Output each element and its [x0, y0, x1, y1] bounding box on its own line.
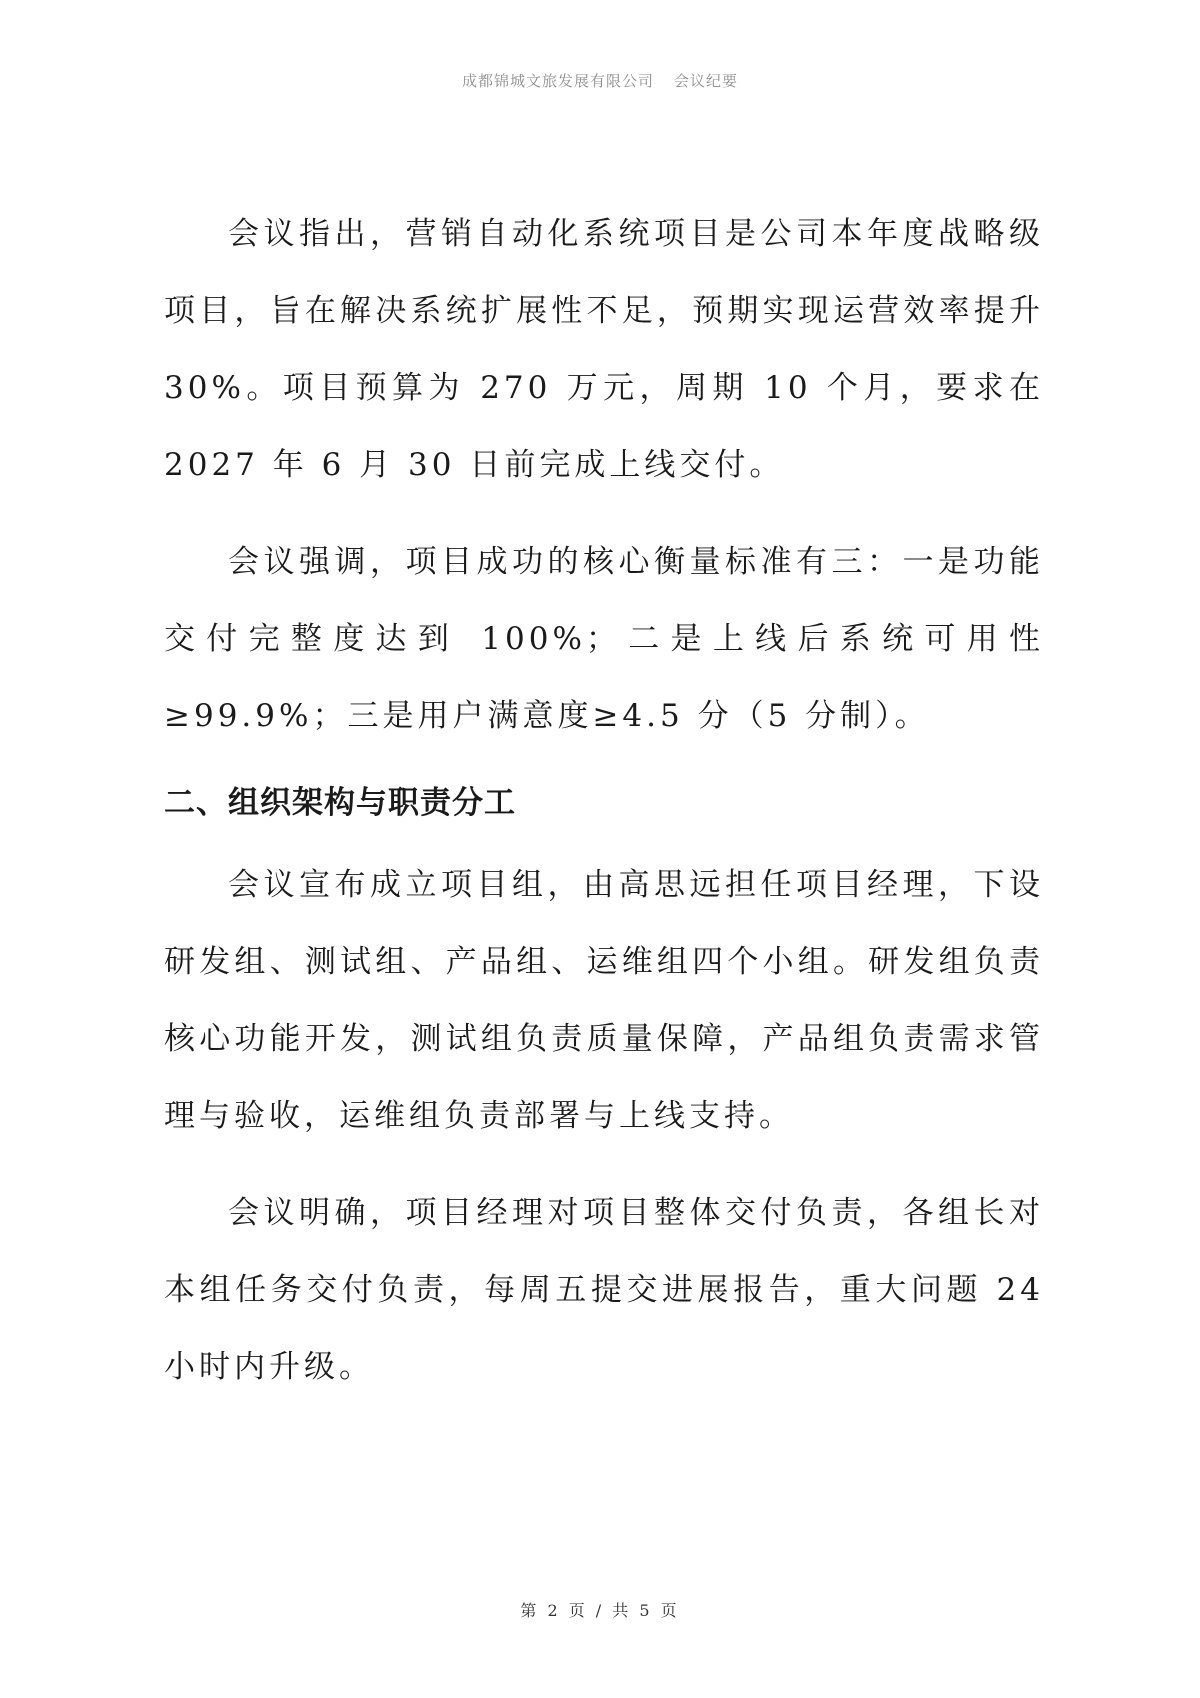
document-body	[164, 196, 1044, 1426]
page-number-footer: 第 2 页 / 共 5 页	[520, 1601, 680, 1620]
section-heading-organization: 二、组织架构与职责分工	[164, 785, 516, 821]
paragraph-project-overview: 会议指出，营销自动化系统项目是公司本年度战略级项目，旨在解决系统扩展性不足，预期实现运营效率提升 30%。项目预算为 270 万元，周期 10 个月，要求在 2027 年 6 月 30 日前完成上线交付。	[164, 216, 1044, 483]
paragraph-responsibilities: 会议明确，项目经理对项目整体交付负责，各组长对本组任务交付负责，每周五提交进展报告，重大问题 24 小时内升级。	[164, 1195, 1044, 1385]
paragraph-success-criteria: 会议强调，项目成功的核心衡量标准有三：一是功能交付完整度达到 100%；二是上线后系统可用性≥99.9%；三是用户满意度≥4.5 分（5 分制）。	[164, 544, 1044, 734]
header-doc-type: 会议纪要	[674, 72, 739, 90]
running-header	[0, 70, 1200, 91]
paragraph-project-team: 会议宣布成立项目组，由高思远担任项目经理，下设研发组、测试组、产品组、运维组四个小组。研发组负责核心功能开发，测试组负责质量保障，产品组负责需求管理与验收，运维组负责部署与上线支持。	[164, 867, 1044, 1134]
header-company: 成都锦城文旅发展有限公司	[461, 72, 654, 90]
